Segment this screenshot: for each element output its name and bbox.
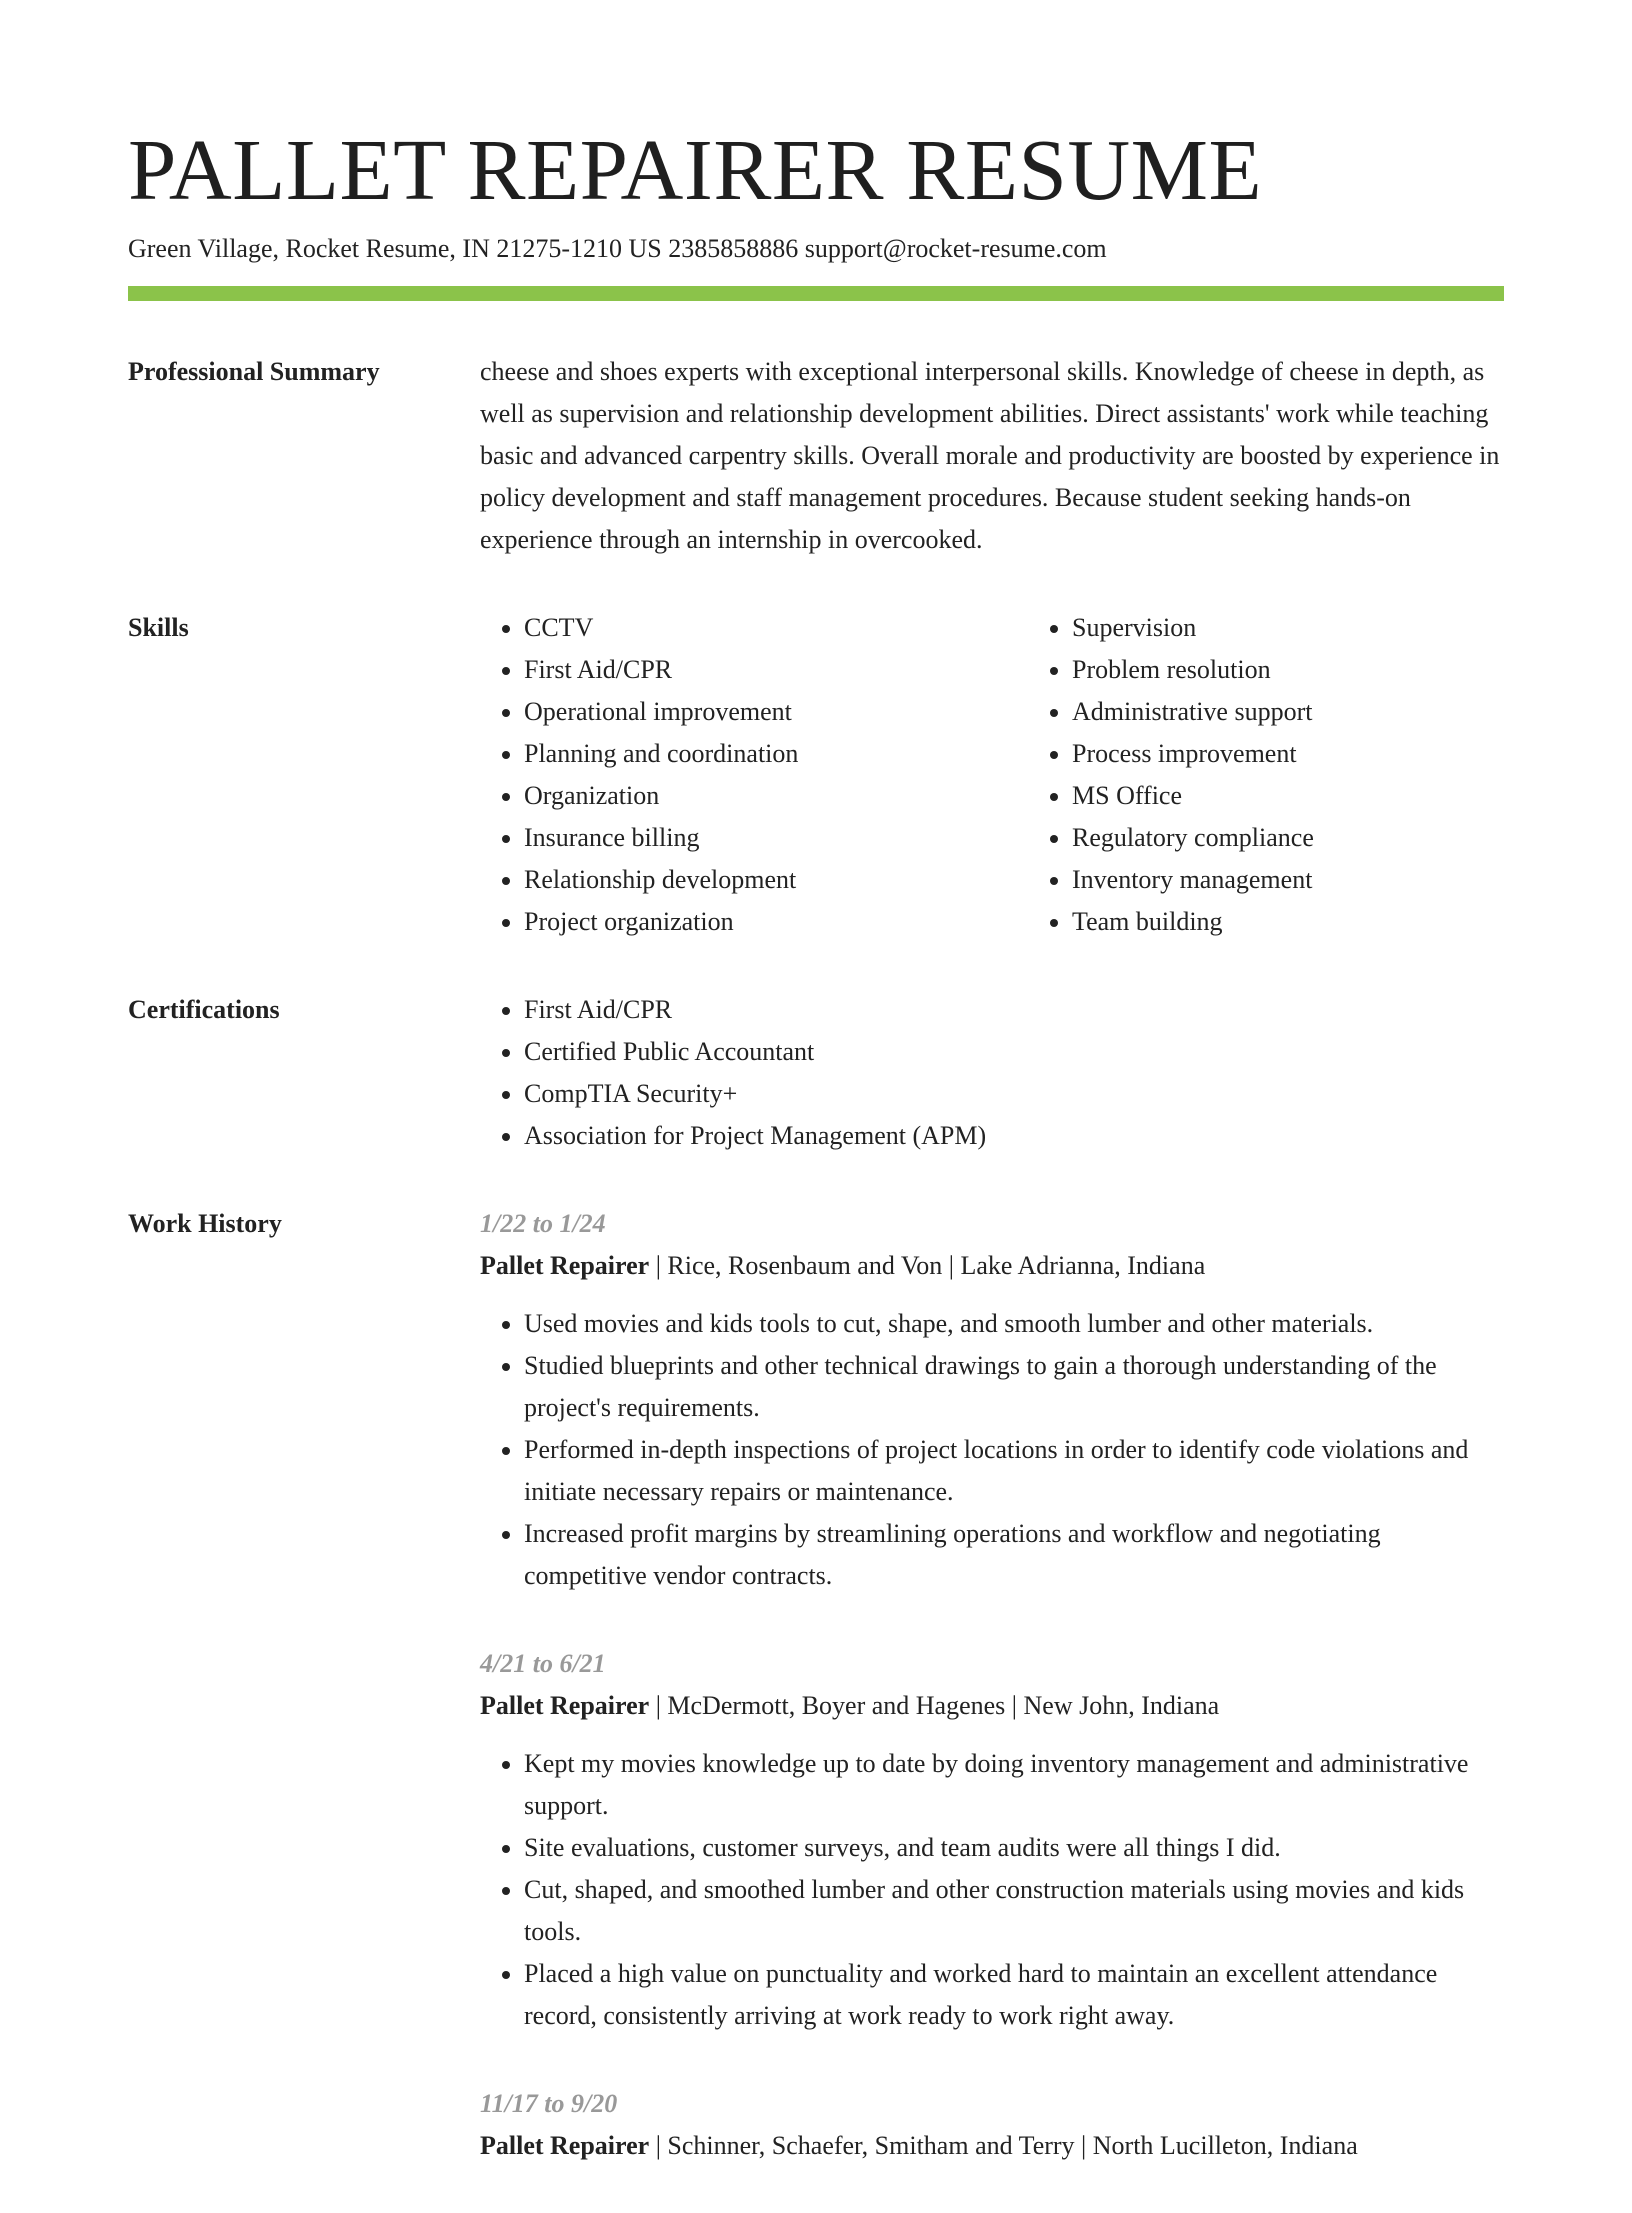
job-dates: 11/17 to 9/20 [480, 2089, 618, 2118]
job-bullet: • Studied blueprints and other technical drawings to gain a thorough understanding of the project's requirements. [524, 1345, 1504, 1429]
job-bullets [480, 1303, 1504, 1597]
resume-page [128, 0, 1504, 2213]
skill-item: • Problem resolution [1072, 649, 1314, 691]
skill-item: • Relationship development [524, 859, 1028, 901]
job-bullet: • Performed in-depth inspections of project locations in order to identify code violations and initiate necessary repairs or maintenance. [524, 1429, 1504, 1513]
certification-item: • First Aid/CPR [524, 989, 1504, 1031]
certification-item: • Certified Public Accountant [524, 1031, 1504, 1073]
skill-item: • Regulatory compliance [1072, 817, 1314, 859]
skills-list-right [1028, 607, 1314, 943]
summary-text: cheese and shoes experts with exceptional interpersonal skills. Knowledge of cheese in depth, as well as supervision and relationship development abilities. Direct assistants' work while teaching basic and advanced carpentry skills. Overall morale and productivity are boosted by experience in policy development and staff management procedures. Because student seeking hands-on experience through an internship in overcooked. [480, 357, 1500, 554]
certifications-section [128, 989, 1504, 1157]
job-entry [480, 1643, 1504, 2037]
summary-heading: Professional Summary [128, 357, 380, 386]
certifications-list [480, 989, 1504, 1157]
skill-item: • Supervision [1072, 607, 1314, 649]
job-details: | Rice, Rosenbaum and Von | Lake Adrianna, Indiana [649, 1251, 1206, 1280]
skill-item: • First Aid/CPR [524, 649, 1028, 691]
job-title: Pallet Repairer [480, 1251, 650, 1280]
job-bullet: • Increased profit margins by streamlining operations and workflow and negotiating competitive vendor contracts. [524, 1513, 1504, 1597]
skill-item: • Process improvement [1072, 733, 1314, 775]
skills-section [128, 607, 1504, 943]
job-title: Pallet Repairer [480, 2131, 650, 2160]
job-entry [480, 2083, 1504, 2167]
certification-item: • Association for Project Management (APM) [524, 1115, 1504, 1157]
job-entry [480, 1203, 1504, 1597]
job-bullet: • Site evaluations, customer surveys, and team audits were all things I did. [524, 1827, 1504, 1869]
skill-item: • Team building [1072, 901, 1314, 943]
skill-item: • Planning and coordination [524, 733, 1028, 775]
job-details: | Schinner, Schaefer, Smitham and Terry | North Lucilleton, Indiana [649, 2131, 1358, 2160]
job-bullet: • Cut, shaped, and smoothed lumber and other construction materials using movies and kids tools. [524, 1869, 1504, 1953]
skills-list-left [480, 607, 1028, 943]
work-history-heading: Work History [128, 1209, 282, 1238]
job-header [480, 2125, 1504, 2167]
work-history-section [128, 1203, 1504, 2213]
skill-item: • Inventory management [1072, 859, 1314, 901]
job-header [480, 1245, 1504, 1287]
summary-section [128, 351, 1504, 561]
job-bullet: • Placed a high value on punctuality and worked hard to maintain an excellent attendance record, consistently arriving at work ready to work right away. [524, 1953, 1504, 2037]
certifications-heading: Certifications [128, 995, 280, 1024]
contact-line: Green Village, Rocket Resume, IN 21275-1210 US 2385858886 support@rocket-resume.com [128, 234, 1107, 263]
skill-item: • MS Office [1072, 775, 1314, 817]
job-dates: 1/22 to 1/24 [480, 1209, 606, 1238]
job-bullet: • Used movies and kids tools to cut, shape, and smooth lumber and other materials. [524, 1303, 1504, 1345]
skill-item: • Administrative support [1072, 691, 1314, 733]
accent-divider [128, 286, 1504, 301]
skill-item: • Project organization [524, 901, 1028, 943]
job-bullet: • Kept my movies knowledge up to date by doing inventory management and administrative support. [524, 1743, 1504, 1827]
skill-item: • Insurance billing [524, 817, 1028, 859]
skills-heading: Skills [128, 613, 189, 642]
skill-item: • Organization [524, 775, 1028, 817]
job-header [480, 1685, 1504, 1727]
resume-title: PALLET REPAIRER RESUME [128, 121, 1263, 218]
skill-item: • Operational improvement [524, 691, 1028, 733]
skill-item: • CCTV [524, 607, 1028, 649]
certification-item: • CompTIA Security+ [524, 1073, 1504, 1115]
job-dates: 4/21 to 6/21 [480, 1649, 606, 1678]
job-title: Pallet Repairer [480, 1691, 650, 1720]
job-details: | McDermott, Boyer and Hagenes | New John, Indiana [649, 1691, 1220, 1720]
job-bullets [480, 1743, 1504, 2037]
